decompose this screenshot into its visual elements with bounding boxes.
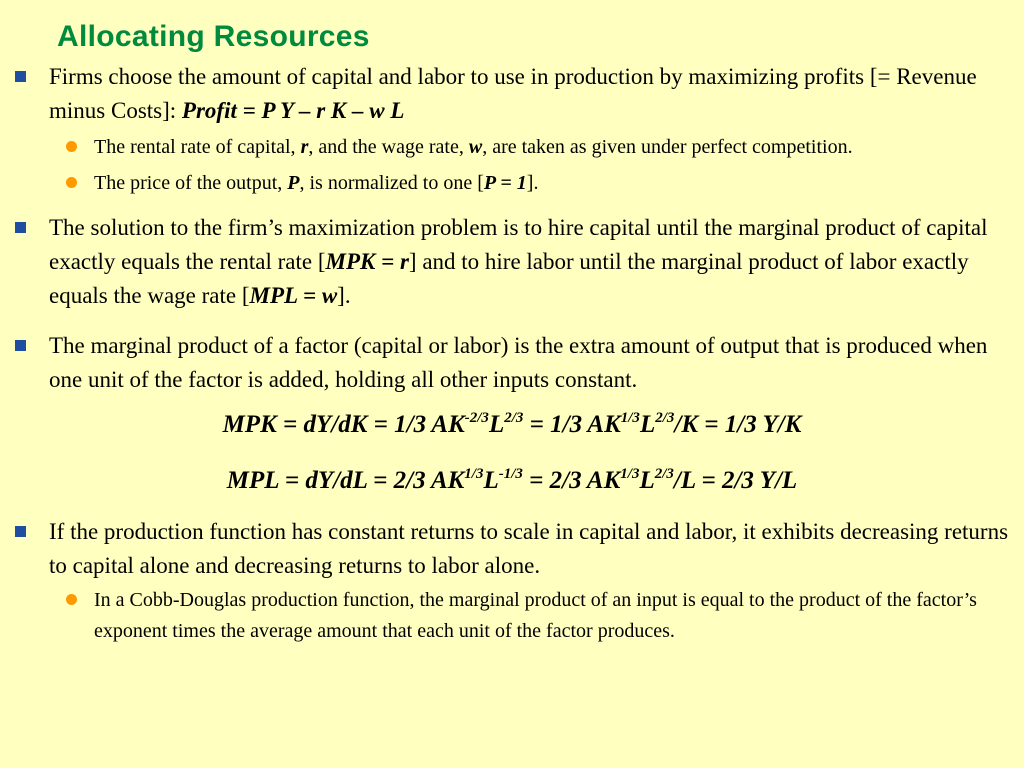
bullet-text: The marginal product of a factor (capital or labor) is the extra amount of output that is produced when one unit of the factor is added, holding all other inputs constant. xyxy=(49,333,988,392)
subbullet-cobb-douglas xyxy=(0,585,1024,647)
subbullet-price-output xyxy=(0,168,1024,199)
profit-formula: Profit = P Y – r K – w L xyxy=(181,98,405,123)
symbol-p: P xyxy=(287,172,300,194)
square-bullet-icon xyxy=(15,526,26,537)
subbullet-text: The rental rate of capital, xyxy=(94,136,301,158)
round-bullet-icon xyxy=(66,594,77,605)
mpl-equals-w: MPL = w xyxy=(249,283,338,308)
subbullet-text: In a Cobb-Douglas production function, the marginal product of an input is equal to the product of the factor’s exponent times the average amount that each unit of the factor produces. xyxy=(94,589,977,642)
bullet-text: Firms choose the amount of capital and labor to use in production by maximizing profits [= Revenue minus Costs]: xyxy=(49,64,977,123)
slide-content xyxy=(0,60,1024,647)
round-bullet-icon xyxy=(66,177,77,188)
p-equals-one: P = 1 xyxy=(483,172,527,194)
subbullet-rental-rate xyxy=(0,132,1024,163)
bullet-text: ] and to hire labor until the marginal product of labor exactly equals the wage rate [ xyxy=(49,249,969,308)
bullet-firms-choose xyxy=(0,60,1024,128)
bullet-marginal-product xyxy=(0,329,1024,397)
slide-title: Allocating Resources xyxy=(57,20,370,53)
bullet-solution xyxy=(0,211,1024,313)
subbullet-text: The price of the output, xyxy=(94,172,288,194)
symbol-r: r xyxy=(300,136,309,158)
bullet-text: ]. xyxy=(337,283,351,308)
bullet-constant-returns xyxy=(0,515,1024,583)
subbullet-text: , are taken as given under perfect competition. xyxy=(482,136,853,158)
round-bullet-icon xyxy=(66,141,77,152)
bullet-text: The solution to the firm’s maximization problem is to hire capital until the marginal product of capital exactly equals the rental rate [ xyxy=(49,215,988,274)
mpk-equals-r: MPK = r xyxy=(325,249,409,274)
square-bullet-icon xyxy=(15,222,26,233)
symbol-w: w xyxy=(468,136,483,158)
mpl-equation: MPL = dY/dL = 2/3 $AK^{1/3}L^{-1/3} = 2/3$ $AK^{1/3}L^{2/3}/L = 2/3$ Y/L xyxy=(226,466,798,494)
subbullet-text: ]. xyxy=(526,172,539,194)
mpk-equation: MPK = dY/dK = 1/3 $AK^{-2/3}L^{2/3} = 1/3$ $AK^{1/3}L^{2/3}/K = 1/3$ Y/K xyxy=(222,410,802,438)
bullet-text: If the production function has constant returns to scale in capital and labor, it exhibits decreasing returns to capital alone and decreasing returns to labor alone. xyxy=(49,519,1009,578)
subbullet-text: , and the wage rate, xyxy=(308,136,469,158)
subbullet-text: , is normalized to one [ xyxy=(299,172,484,194)
square-bullet-icon xyxy=(15,340,26,351)
square-bullet-icon xyxy=(15,71,26,82)
